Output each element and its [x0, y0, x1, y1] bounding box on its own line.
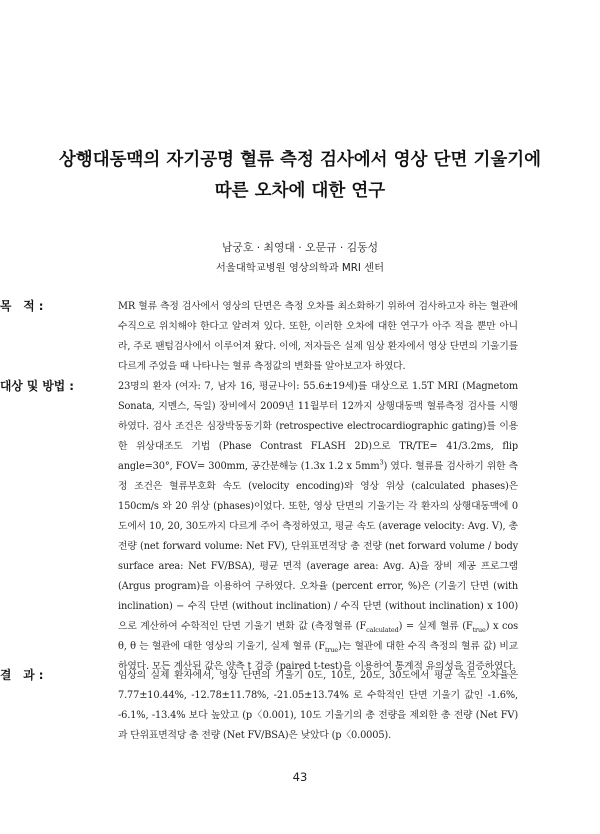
results-section	[0, 666, 525, 746]
objective-label: 목 적 :	[0, 299, 44, 313]
methods-label: 대상 및 방법 :	[0, 379, 75, 393]
paper-title	[40, 145, 560, 207]
objective-text: MR 혈류 측정 검사에서 영상의 단면은 측정 오차를 최소화하기 위하여 검사하고자 하는 혈관에 수직으로 위치해야 한다고 알려져 있다. 또한, 이러한 오차에 대한 연구가 아주 적을 뿐만 아니라, 주로 팬텀검사에서 이루어져 왔다. 이에, 저자들은 실제 임상 환자에서 영상 단면의 기울기를 다르게 주었을 때 나타나는 혈류 측정값의 변화를 알아보고자 하였다.	[118, 301, 518, 372]
affiliation: 서울대학교병원 영상의학과 MRI 센터	[215, 262, 385, 274]
results-label: 결 과 :	[0, 668, 44, 682]
results-text: 임상의 실제 환자에서, 영상 단면의 기울기 0도, 10도, 20도, 30도에서 평균 속도 오차율은 7.77±10.44%, -12.78±11.78%, -21.05±13.74% 로 수학적인 단면 기울기 값인 -1.6%, -6.1%, -13.4% 보다 높았고 (p〈0.001), 10도 기울기의 총 전량을 제외한 총 전량 (Net FV)과 단위표면적당 총 전량 (Net FV/BSA)은 낮았다 (p〈0.0005).	[118, 670, 518, 741]
methods-text: 23명의 환자 (여자: 7, 남자 16, 평균나이: 55.6±19세)를 대상으로 1.5T MRI (Magnetom Sonata, 지멘스, 독일) 장비에서 2009년 11월부터 12까지 상행대동맥 혈류측정 검사를 시행하였다. 검사 조건은 심장박동동기화 (retrospective electrocardiographic gating)를 이용한 위상대조도 기법 (Phase Contrast FLASH 2D)으로 TR/TE= 41/3.2ms, flip angle=30°, FOV= 300mm, 공간분해능 (1.3x 1.2 x $5mm^3$) 였다. 혈류를 검사하기 위한 측정 조건은 혈류부호화 속도 (velocity encoding)와 영상 위상 (calculated phases)은 150cm/s 와 20 위상 (phases)이었다. 또한, 영상 단면의 기울기는 각 환자의 상행대동맥에 0도에서 10, 20, 30도까지 다르게 주어 측정하였고, 평균 속도 (average velocity: Avg. V), 총전량 (net forward volume: Net FV), 단위표면적당 총 전량 (net forward volume / body surface area: Net FV/BSA), 평균 면적 (average area: Avg. A)을 장비 제공 프로그램 (Argus program)을 이용하여 구하였다. 오차율 (percent error, %)은 (기울기 단면 (with inclination) − 수직 단면 (without inclination) / 수직 단면 (without inclination) x 100)으로 계산하여 수학적인 단면 기울기 변화 값 (측정혈류 $(F_{calculated})$ = 실제 혈류 $(F_{true})$ x cos θ, θ 는 혈관에 대한 영상의 기울기, 실제 혈류 $(F_{true})$는 혈관에 대한 수직 측정의 혈류 값) 비교 하였다. 모든 계산된 값은 양측 t 검증 (paired t-test)을 이용하여 통계적 유의성을 검증하였다.	[118, 381, 518, 672]
author-list: 남궁호 · 최영대 · 오문규 · 김동성	[221, 241, 379, 254]
objective-section	[0, 297, 525, 377]
title-line-1: 상행대동맥의 자기공명 혈류 측정 검사에서 영상 단면 기울기에	[58, 150, 542, 170]
page-number: 43	[292, 770, 308, 784]
title-line-2: 따른 오차에 대한 연구	[214, 181, 386, 201]
